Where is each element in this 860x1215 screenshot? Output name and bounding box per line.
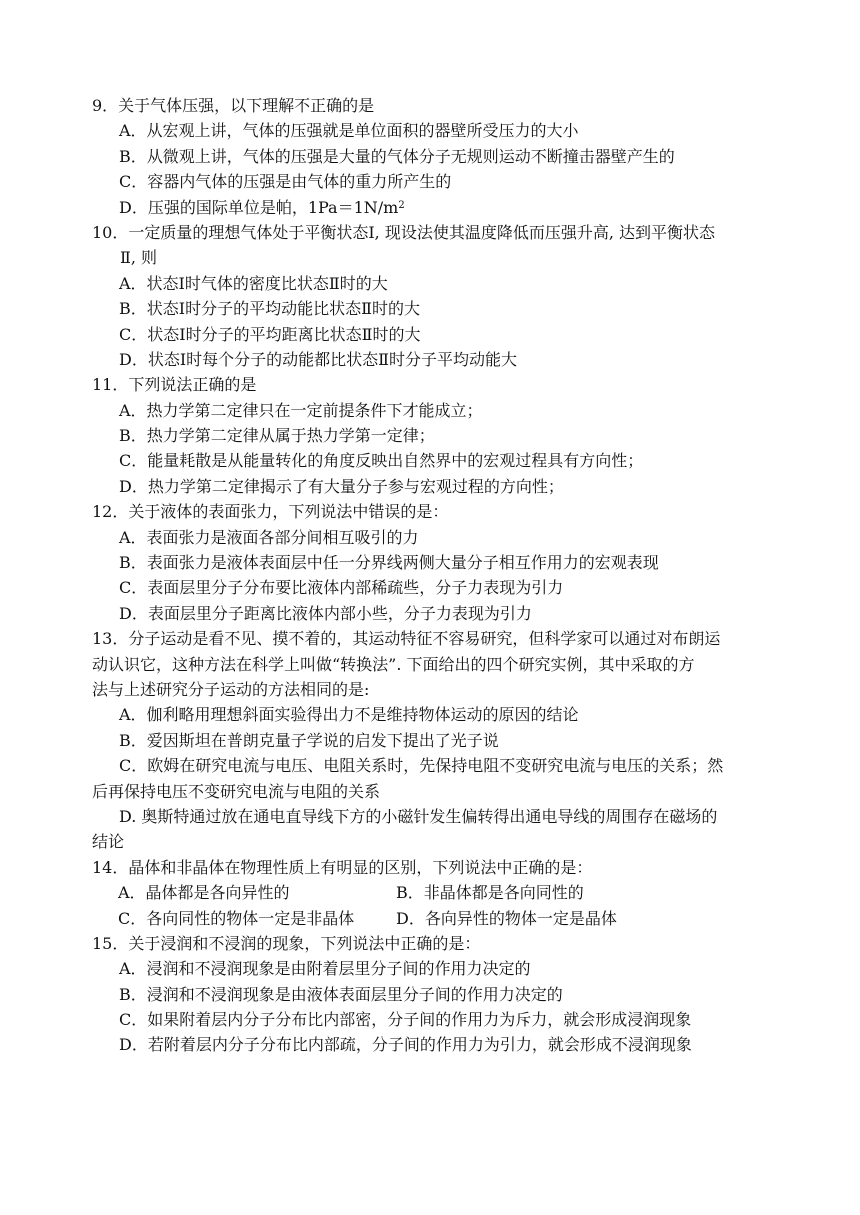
question-11 [92,372,800,499]
option-b: B．状态Ⅰ时分子的平均动能比状态Ⅱ时的大 [119,299,420,319]
options-row-1 [92,880,800,905]
question-stem: 10．一定质量的理想气体处于平衡状态Ⅰ, 现设法使其温度降低而压强升高, 达到平衡状态 [92,222,716,242]
option-a: A．表面张力是液面各部分间相互吸引的力 [119,527,419,547]
question-10 [92,220,800,372]
option-c: C．表面层里分子分布要比液体内部稀疏些，分子力表现为引力 [119,578,564,598]
option-b: B．表面张力是液体表面层中任一分界线两侧大量分子相互作用力的宏观表现 [119,553,659,573]
question-stem-continued: 动认识它，这种方法在科学上叫做“转换法”. 下面给出的四个研究实例，其中采取的方 [92,654,695,674]
question-14 [92,855,800,931]
question-stem: 12．关于液体的表面张力，下列说法中错误的是： [92,502,449,522]
question-12 [92,499,800,626]
options-row-2 [92,906,800,931]
question-13 [92,626,800,855]
question-stem: 11．下列说法正确的是 [92,375,257,395]
option-a: A．从宏观上讲，气体的压强就是单位面积的器壁所受压力的大小 [119,121,579,141]
superscript-2: 2 [398,199,405,211]
option-d: D．状态Ⅰ时每个分子的动能都比状态Ⅱ时分子平均动能大 [119,349,518,369]
option-a: A．热力学第二定律只在一定前提条件下才能成立； [119,400,483,420]
option-d: D．热力学第二定律揭示了有大量分子参与宏观过程的方向性； [119,476,564,496]
question-9 [92,93,800,220]
option-c: C．如果附着层内分子分布比内部密，分子间的作用力为斥力，就会形成浸润现象 [119,1010,692,1030]
option-c: C．欧姆在研究电流与电压、电阻关系时，先保持电阻不变研究电流与电压的关系；然 [119,756,724,776]
question-stem: 9．关于气体压强，以下理解不正确的是 [92,96,375,115]
question-stem: 14．晶体和非晶体在物理性质上有明显的区别，下列说法中正确的是： [92,857,593,877]
option-a: A．伽利略用理想斜面实验得出力不是维持物体运动的原因的结论 [119,705,579,725]
question-15 [92,931,800,1058]
option-a: A．状态Ⅰ时气体的密度比状态Ⅱ时的大 [119,273,388,293]
option-d-continued: 结论 [92,832,125,852]
option-a: A．浸润和不浸润现象是由附着层里分子间的作用力决定的 [119,959,531,979]
option-d: D．表面层里分子距离比液体内部小些，分子力表现为引力 [119,603,532,623]
option-b: B．热力学第二定律从属于热力学第一定律； [119,426,435,446]
option-b: B．非晶体都是各向同性的 [396,883,584,903]
option-c: C．能量耗散是从能量转化的角度反映出自然界中的宏观过程具有方向性； [119,451,644,471]
option-d: D. 奥斯特通过放在通电直导线下方的小磁针发生偏转得出通电导线的周围存在磁场的 [119,806,718,826]
option-c: C．各向同性的物体一定是非晶体 [118,908,355,928]
option-a: A．晶体都是各向异性的 [118,883,290,903]
option-d: D．若附着层内分子分布比内部疏，分子间的作用力为引力，就会形成不浸润现象 [119,1035,692,1055]
option-c-continued: 后再保持电压不变研究电流与电阻的关系 [92,781,381,801]
option-c: C．状态Ⅰ时分子的平均距离比状态Ⅱ时的大 [119,324,421,344]
option-d [92,195,800,220]
option-b: B．从微观上讲，气体的压强是大量的气体分子无规则运动不断撞击器壁产生的 [119,146,675,166]
question-stem-continued: Ⅱ, 则 [120,248,158,268]
question-stem: 13．分子运动是看不见、摸不着的，其运动特征不容易研究，但科学家可以通过对布朗运 [92,629,721,649]
option-b: B．浸润和不浸润现象是由液体表面层里分子间的作用力决定的 [119,984,563,1004]
option-d: D．各向异性的物体一定是晶体 [396,908,617,928]
option-b: B．爱因斯坦在普朗克量子学说的启发下提出了光子说 [119,730,499,750]
option-c: C．容器内气体的压强是由气体的重力所产生的 [119,172,452,192]
option-d-text: D．压强的国际单位是帕，1Pa＝1N/m [119,197,399,217]
question-stem-continued: 法与上述研究分子运动的方法相同的是: [92,679,370,699]
question-stem: 15．关于浸润和不浸润的现象，下列说法中正确的是： [92,933,481,953]
